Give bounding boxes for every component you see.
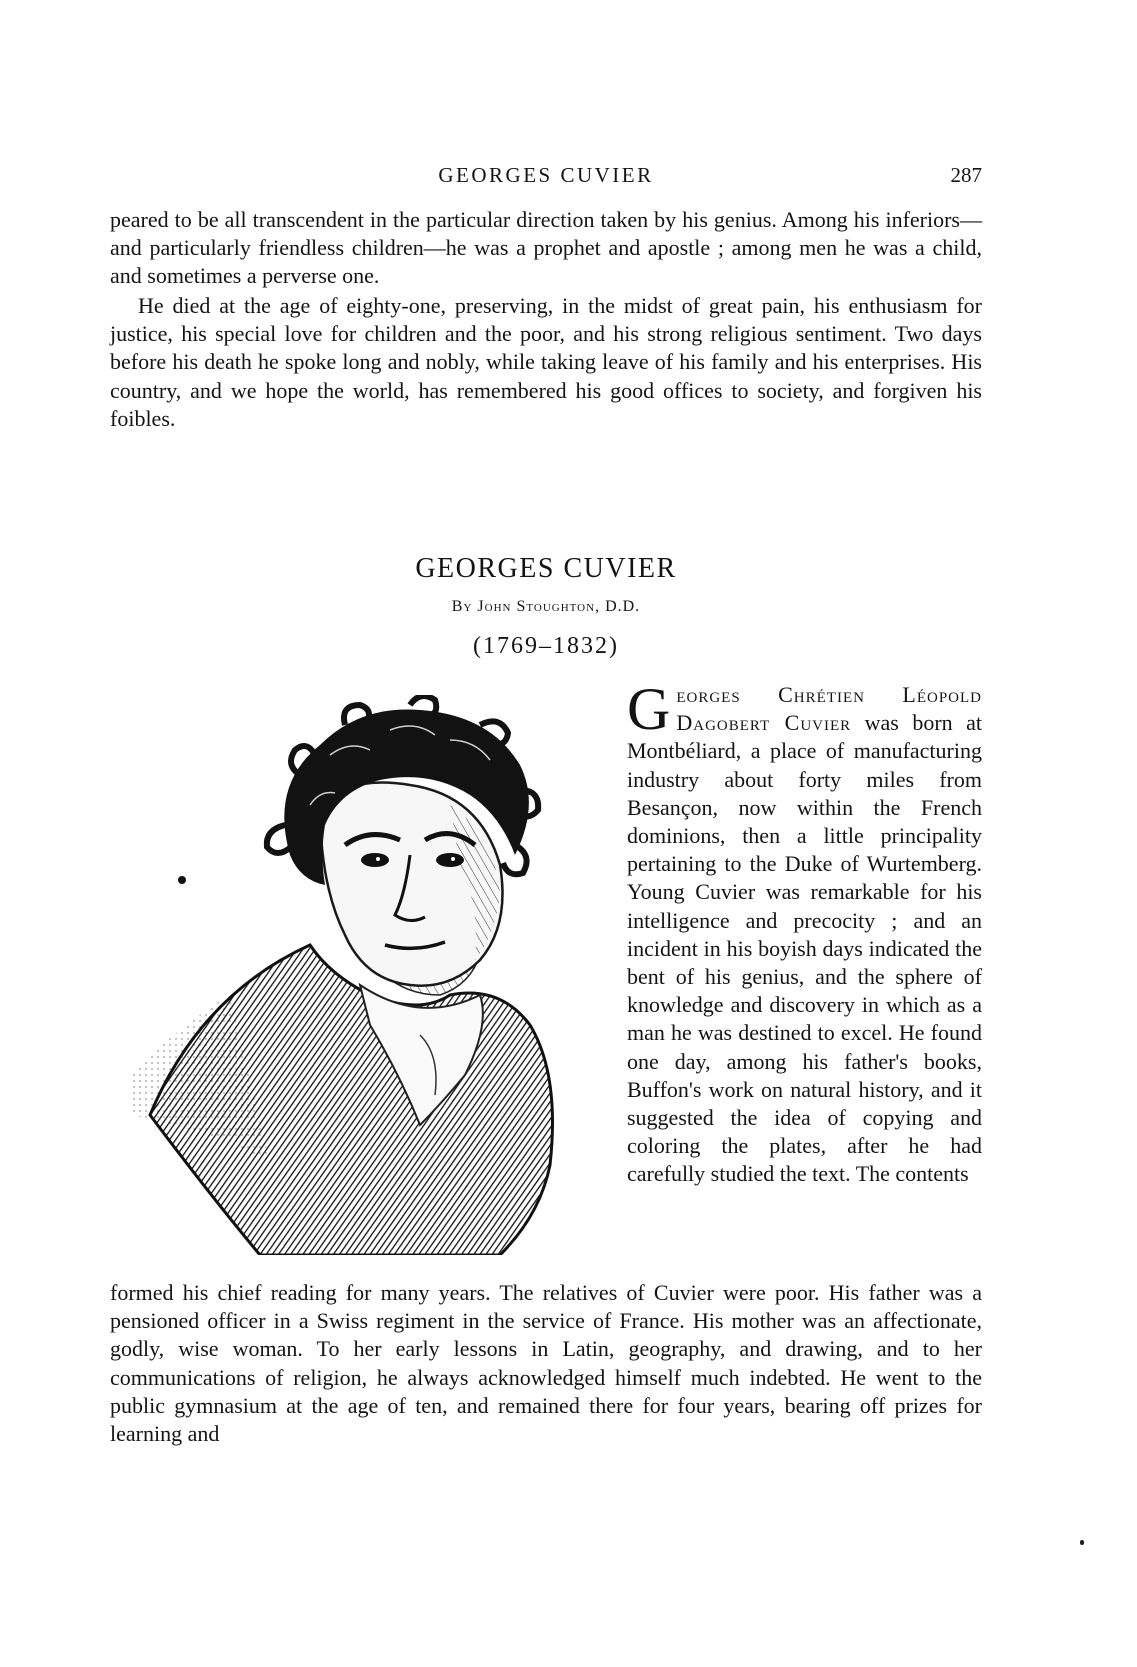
article-opening-text <box>627 676 983 1189</box>
subject-full-name: eorges Chrétien Léopold Dagobert Cuvier <box>676 682 982 736</box>
previous-article-paragraph: peared to be all transcendent in the particular direction taken by his genius. Among his inferiors—and particularly friendless children—he was a prophet and apostle ; among men he was a child, and sometimes a perverse one. <box>110 207 982 289</box>
previous-article-paragraph: He died at the age of eighty-one, preserving, in the midst of great pain, his enthusiasm for justice, his special love for children and the poor, and his strong religious sentiment. Two days before his death he spoke long and nobly, while taking leave of his family and his enterprises. His country, and we hope the world, has remembered his good offices to society, and forgiven his foibles. <box>110 293 982 431</box>
article-body-text: formed his chief reading for many years. The relatives of Cuvier were poor. His father was a pensioned officer in a Swiss regiment in the service of France. His mother was an affectionate, godly, wise woman. To her early lessons in Latin, geography, and drawing, and to her communications of religion, he always acknowledged himself much indebted. He went to the public gymnasium at the age of ten, and remained there for four years, bearing off prizes for learning and <box>110 1280 982 1447</box>
drop-cap: G <box>627 676 671 742</box>
article-dates: (1769–1832) <box>473 633 619 659</box>
page-number: 287 <box>950 163 982 187</box>
opening-column-text: was born at Montbéliard, a place of manufacturing industry about forty miles from Besançon, now within the French dominions, then a little principality pertaining to the Duke of Wurtemberg. Young Cuvier was remarkable for his intelligence and precocity ; and an incident in his boyish days indicated the bent of his genius, and the sphere of knowledge and discovery in which as a man he was destined to excel. He found one day, among his father's books, Buffon's work on natural history, and it suggested the idea of copying and coloring the plates, after he had carefully studied the text. The contents <box>627 710 983 1187</box>
stray-ink-mark <box>1080 1540 1084 1545</box>
article-byline: By John Stoughton, D.D. <box>451 598 641 615</box>
running-head <box>110 163 982 193</box>
portrait-illustration <box>120 695 620 1255</box>
article-title: GEORGES CUVIER <box>415 553 677 584</box>
running-title: GEORGES CUVIER <box>438 163 654 187</box>
